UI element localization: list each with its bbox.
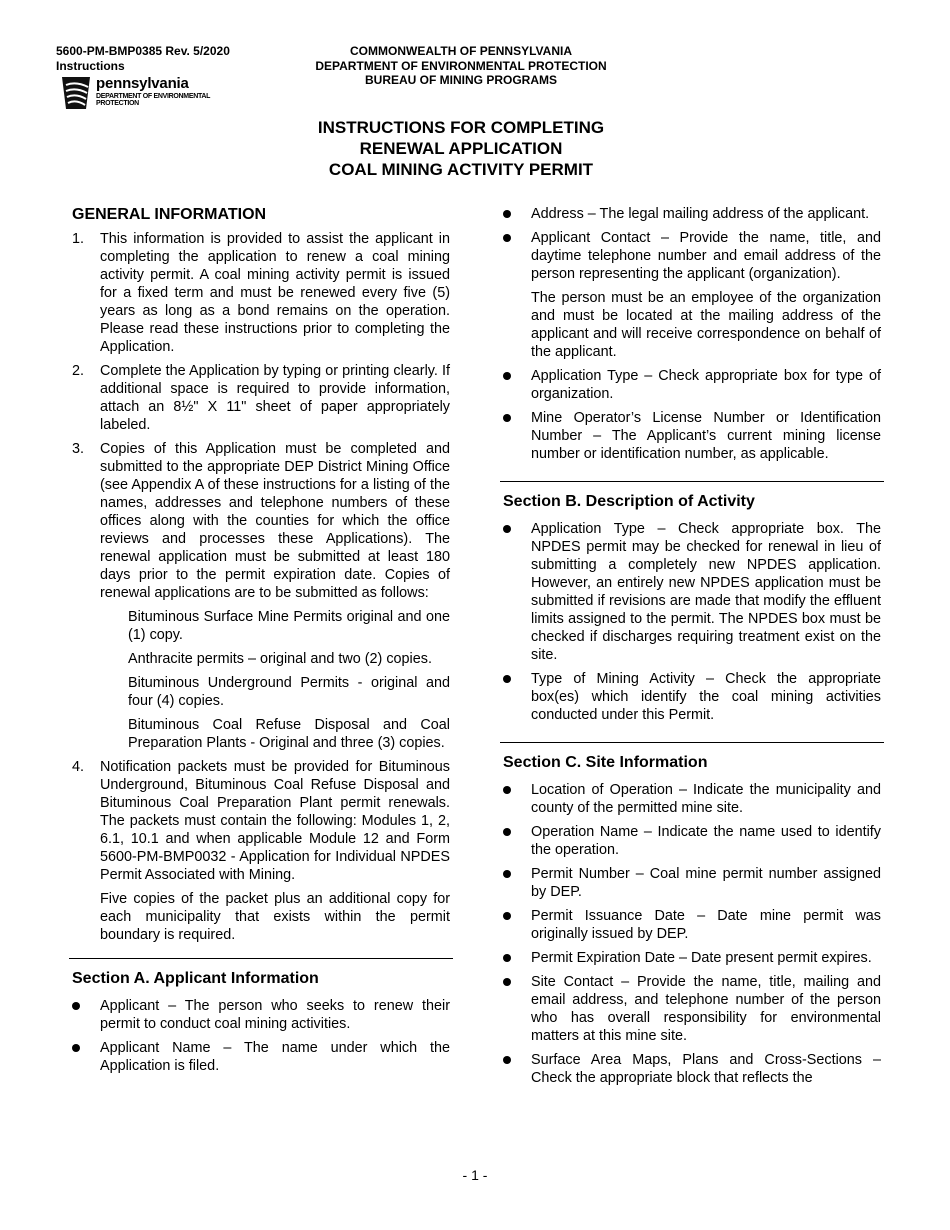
page-number: - 1 -: [462, 1167, 488, 1183]
bullet-icon: [503, 372, 511, 380]
copies-underground: Bituminous Underground Permits - original and four (4) copies.: [128, 675, 450, 709]
list-item: Permit Number – Coal mine permit number assigned by DEP.: [503, 865, 881, 901]
bullet-icon: [503, 414, 511, 422]
list-item: Address – The legal mailing address of the applicant.: [503, 205, 881, 223]
bullet-icon: [503, 978, 511, 986]
list-item: Application Type – Check appropriate box for type of organization.: [503, 367, 881, 403]
divider: [69, 958, 453, 959]
list-item: Applicant Name – The name under which the Application is filed.: [72, 1039, 450, 1075]
list-item: Type of Mining Activity – Check the appropriate box(es) which identify the coal mining activities conducted under this Permit.: [503, 670, 881, 724]
list-item: Permit Issuance Date – Date mine permit was originally issued by DEP.: [503, 907, 881, 943]
general-item-2: 2. Complete the Application by typing or printing clearly. If additional space is required to provide information, attach an 8½" X 11" sheet of paper appropriately labeled.: [72, 363, 450, 433]
general-info-heading: GENERAL INFORMATION: [72, 206, 267, 223]
logo-subtext: DEPARTMENT OF ENVIRONMENTAL PROTECTION: [96, 93, 211, 107]
bullet-icon: [503, 210, 511, 218]
bullet-icon: [503, 954, 511, 962]
divider: [500, 742, 884, 743]
general-item-3: 3. Copies of this Application must be completed and submitted to the appropriate DEP District Mining Office (see Appendix A of these instructions for a listing of the names, addresses and telephone numbers of these offices along with the counties for which the office reviews and processes these Applications). The renewal application must be submitted at least 180 days prior to the permit expiration date. Copies of renewal applications are to be submitted as follows:: [72, 441, 450, 601]
list-item: Applicant Contact – Provide the name, title, and daytime telephone number and email address of the person representing the applicant (organization).: [503, 229, 881, 283]
pa-dep-logo: [58, 75, 228, 113]
section-a-heading: Section A. Applicant Information: [72, 970, 319, 987]
bullet-icon: [503, 828, 511, 836]
bullet-icon: [503, 912, 511, 920]
document-title: INSTRUCTIONS FOR COMPLETING RENEWAL APPLICATION COAL MINING ACTIVITY PERMIT: [317, 118, 605, 179]
divider: [500, 481, 884, 482]
bullet-icon: [503, 675, 511, 683]
bullet-icon: [72, 1002, 80, 1010]
list-item: Applicant – The person who seeks to renew their permit to conduct coal mining activities.: [72, 997, 450, 1033]
section-b-heading: Section B. Description of Activity: [503, 493, 755, 510]
bullet-icon: [503, 870, 511, 878]
contact-note: The person must be an employee of the organization and must be located at the mailing address of the applicant and will receive correspondence on behalf of the applicant.: [531, 290, 881, 360]
packet-note: Five copies of the packet plus an additional copy for each municipality that exists within the permit boundary is required.: [100, 891, 450, 943]
list-item: Location of Operation – Indicate the municipality and county of the permitted mine site.: [503, 781, 881, 817]
list-item: Surface Area Maps, Plans and Cross-Sections – Check the appropriate block that reflects the: [503, 1051, 881, 1087]
list-item: Operation Name – Indicate the name used to identify the operation.: [503, 823, 881, 859]
list-item: Site Contact – Provide the name, title, mailing and email address, and telephone number of the person who has overall responsibility for environmental matters at this mine site.: [503, 973, 881, 1045]
list-item: Application Type – Check appropriate box. The NPDES permit may be checked for renewal in lieu of submitting a completely new NPDES application. However, an entirely new NPDES application must be submitted if revisions are made that modify the effluent limits assigned to the permit. The NPDES box must be checked if discharges requiring treatment exist on the site.: [503, 520, 881, 664]
section-c-heading: Section C. Site Information: [503, 754, 708, 771]
bullet-icon: [503, 234, 511, 242]
form-number: 5600-PM-BMP0385 Rev. 5/2020: [56, 44, 230, 58]
copies-refuse: Bituminous Coal Refuse Disposal and Coal Preparation Plants - Original and three (3) copies.: [128, 717, 450, 751]
bullet-icon: [503, 525, 511, 533]
keystone-logo-icon: [58, 75, 94, 111]
bullet-icon: [503, 786, 511, 794]
bullet-icon: [72, 1044, 80, 1052]
list-item: Permit Expiration Date – Date present permit expires.: [503, 949, 881, 967]
form-identifier: [56, 44, 230, 74]
right-column: [503, 205, 881, 1093]
list-item: Mine Operator’s License Number or Identification Number – The Applicant’s current mining license number or identification number, as applicable.: [503, 409, 881, 463]
copies-anthracite: Anthracite permits – original and two (2) copies.: [128, 651, 432, 667]
bullet-icon: [503, 1056, 511, 1064]
general-item-4: 4. Notification packets must be provided for Bituminous Underground, Bituminous Coal Refuse Disposal and Bituminous Coal Preparation Plant permit renewals. The packets must contain the following: Modules 1, 2, 6.1, 10.1 and when applicable Module 12 and Form 5600-PM-BMP0032 - Application for Individual NPDES Permit Associated with Mining.: [72, 759, 450, 883]
form-type: Instructions: [56, 59, 125, 73]
agency-header: COMMONWEALTH OF PENNSYLVANIA DEPARTMENT OF ENVIRONMENTAL PROTECTION BUREAU OF MINING PROGRAMS: [315, 44, 607, 87]
copies-surface: Bituminous Surface Mine Permits original and one (1) copy.: [128, 609, 450, 643]
logo-wordmark: pennsylvania: [96, 75, 189, 92]
general-item-1: 1. This information is provided to assist the applicant in completing the application to renew a coal mining activity permit. A coal mining activity permit is issued for a fixed term and must be renewed every five (5) years as long as a bond remains on the operation. Please read these instructions prior to completing the Application.: [72, 231, 450, 355]
left-column: [72, 205, 450, 1081]
